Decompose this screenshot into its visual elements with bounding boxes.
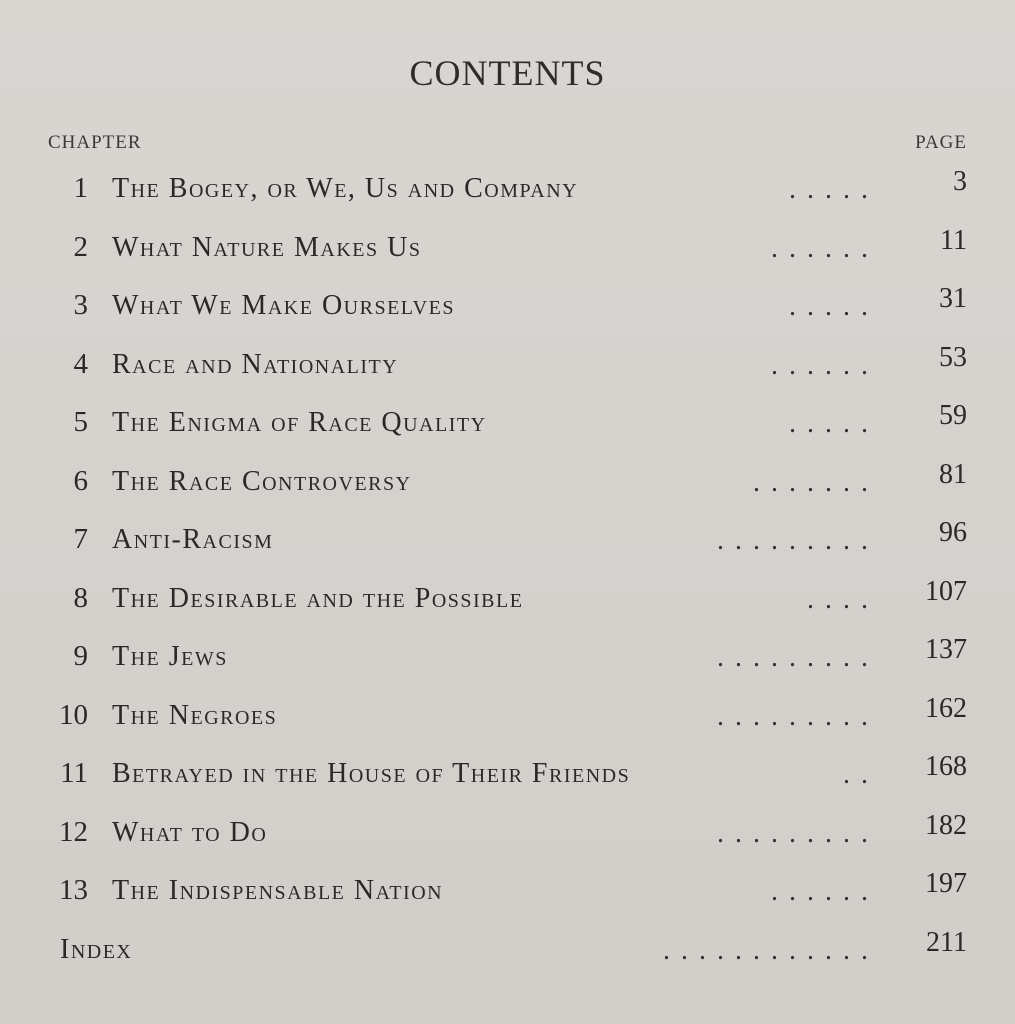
chapter-number: 8 [73,581,88,614]
chapter-title: The Jews [112,641,228,672]
dot-leader: . . . . . . [771,876,870,907]
dot-leader: . . . . . [789,291,870,322]
dot-leader: . . . . . . [771,232,870,264]
page-column-header: PAGE [915,132,967,153]
chapter-title: The Enigma of Race Quality [112,407,487,438]
dot-leader: . . . . [807,583,870,615]
chapter-number: 11 [60,757,88,789]
chapter-title: The Negroes [112,699,278,731]
dot-leader: . . . . . . . . . [717,700,870,732]
page-number: 168 [925,751,967,782]
toc-entry [0,453,1015,512]
chapter-number: 6 [73,464,88,497]
chapter-title: What Nature Makes Us [112,231,422,263]
page-number: 211 [926,926,967,958]
page-number: 11 [940,224,967,256]
toc-entry [0,570,1015,629]
toc-entry [0,687,1015,746]
toc-entry [0,277,1015,336]
chapter-title: What We Make Ourselves [112,290,455,321]
toc-entry [0,219,1015,278]
page-number: 182 [925,809,967,841]
dot-leader: . . . . . . [771,349,870,381]
chapter-title: The Desirable and the Possible [112,582,524,614]
dot-leader: . . [843,759,870,790]
chapter-number: 2 [73,230,88,263]
chapter-number: 12 [59,815,88,848]
chapter-column-header: CHAPTER [48,132,142,153]
toc-entry [0,160,1015,219]
page-title: CONTENTS [409,53,606,93]
toc-entry [0,862,1015,921]
dot-leader: . . . . . . . . . . . . [663,934,870,966]
chapter-title: The Bogey, or We, Us and Company [112,173,579,204]
chapter-number: 4 [73,347,88,380]
chapter-title: The Indispensable Nation [112,875,444,906]
chapter-number: 9 [73,640,88,672]
page-number: 137 [925,634,967,665]
chapter-title: Race and Nationality [112,348,399,380]
page-number: 96 [939,517,967,548]
toc-entry [0,804,1015,863]
chapter-number: 5 [73,406,88,438]
toc-entries [0,160,1015,979]
page-number: 53 [939,341,967,373]
dot-leader: . . . . . . . . . [717,817,870,849]
dot-leader: . . . . . . . . . [717,642,870,673]
page-number: 3 [953,166,967,197]
chapter-number: 10 [59,698,88,731]
toc-entry [0,745,1015,804]
dot-leader: . . . . . [789,408,870,439]
chapter-title: Anti-Racism [112,524,274,555]
chapter-number: 13 [59,874,88,906]
page-number: 162 [925,692,967,724]
chapter-title: What to Do [112,816,268,848]
page-number: 81 [939,458,967,490]
toc-entry [0,511,1015,570]
dot-leader: . . . . . . . . . [717,525,870,556]
chapter-title: The Race Controversy [112,465,412,497]
page-number: 107 [925,575,967,607]
toc-entry [0,921,1015,980]
page-number: 31 [939,283,967,314]
chapter-number: 7 [73,523,88,555]
page-number: 197 [925,868,967,899]
page-number: 59 [939,400,967,431]
dot-leader: . . . . . . . [753,466,870,498]
chapter-number: 1 [73,172,88,204]
chapter-title: Betrayed in the House of Their Friends [112,758,631,789]
index-title: Index [60,933,133,965]
chapter-number: 3 [73,289,88,321]
toc-entry [0,394,1015,453]
toc-entry [0,336,1015,395]
dot-leader: . . . . . [789,174,870,205]
toc-entry [0,628,1015,687]
